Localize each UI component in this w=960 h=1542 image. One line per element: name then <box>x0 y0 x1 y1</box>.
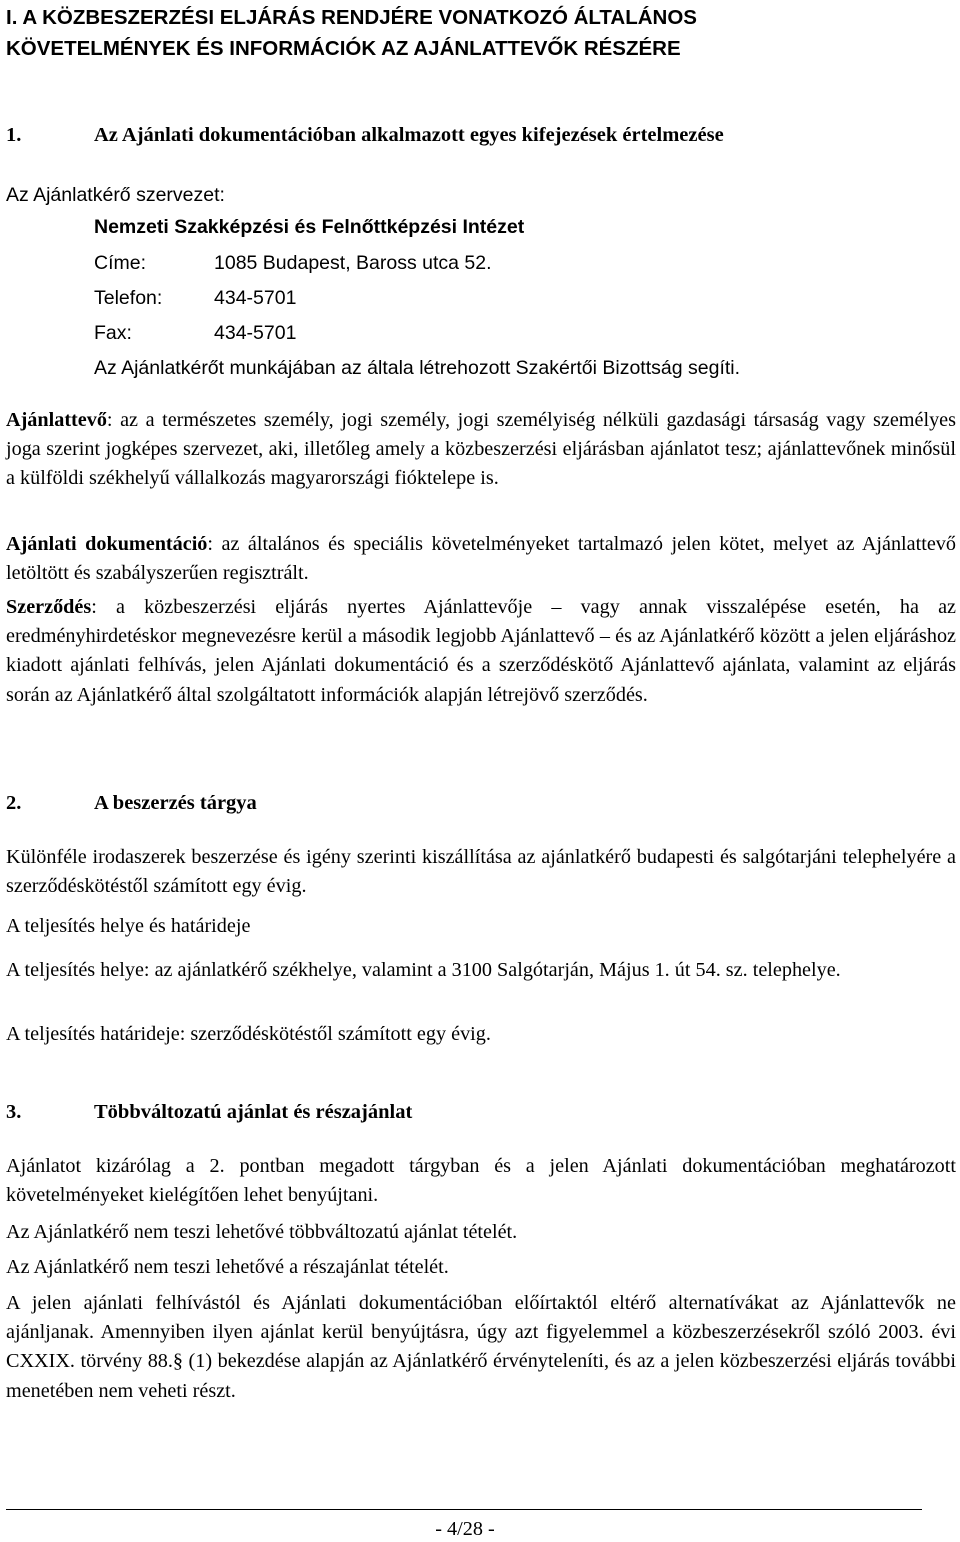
address-row <box>94 249 492 278</box>
section-3-number: 3. <box>6 1101 22 1123</box>
section-1-number: 1. <box>6 124 22 146</box>
section-2-paragraph-1: Különféle irodaszerek beszerzése és igény szerinti kiszállítása az ajánlatkérő budapesti és salgótarjáni telephelyére a szerződéskötéstől számított egy évig. <box>6 846 956 898</box>
definition-ajanlati-dokumentacio <box>6 530 956 588</box>
phone-row <box>94 284 296 313</box>
definition-text: : az általános és speciális követelményeket tartalmazó jelen kötet, melyet az Ajánlattevő letöltött és szabályszerűen regisztrált. <box>6 533 956 585</box>
section-3-paragraph-4: A jelen ajánlati felhívástól és Ajánlati dokumentációban előírtaktól eltérő alternatívákat az Ajánlattevők ne ajánljanak. Amennyiben ilyen ajánlat kerül benyújtásra, úgy azt figyelemmel a közbeszerzésekről szóló 2003. évi CXXIX. törvény 88.§ (1) bekezdése alapján az Ajánlatkérő érvényteleníti, és az a jelen közbeszerzési eljárás további menetében nem veheti részt. <box>6 1292 956 1402</box>
page-number: - 4/28 - <box>435 1518 495 1540</box>
address-value: 1085 Budapest, Baross utca 52. <box>214 252 492 274</box>
fax-label: Fax: <box>94 322 132 344</box>
section-2-title: A beszerzés tárgya <box>94 792 257 814</box>
address-label: Címe: <box>94 252 147 274</box>
definition-ajanlattevo <box>6 406 956 494</box>
section-2-paragraph-3: A teljesítés helye: az ajánlatkérő székhelye, valamint a 3100 Salgótarján, Május 1. út 54. sz. telephelye. <box>6 959 841 981</box>
definition-term: Ajánlati dokumentáció <box>6 533 208 555</box>
section-3-heading <box>6 1098 946 1127</box>
section-3-title: Többváltozatú ajánlat és részajánlat <box>94 1101 413 1123</box>
org-label: Az Ajánlatkérő szervezet: <box>6 184 225 206</box>
section-2-paragraph-4: A teljesítés határideje: szerződéskötéstől számított egy évig. <box>6 1023 491 1045</box>
footer-divider <box>6 1509 922 1510</box>
phone-value: 434-5701 <box>214 287 297 309</box>
definition-text: : az a természetes személy, jogi személy, jogi személyiség nélküli gazdasági társaság vagy személyes joga szerint jogképes szervezet, aki, illetőleg amely a közbeszerzési eljárásban ajánlatot tesz; ajánlattevőnek minősül a külföldi székhelyű vállalkozás magyarországi fióktelepe is. <box>6 409 956 490</box>
section-3-paragraph-3: Az Ajánlatkérő nem teszi lehetővé a részajánlat tételét. <box>6 1256 449 1278</box>
definition-text: : a közbeszerzési eljárás nyertes Ajánlattevője – vagy annak visszalépése esetén, ha az eredményhirdetéskor megnevezésre kerül a második legjobb Ajánlattevő – és az Ajánlatkérő között a jelen eljáráshoz kiadott ajánlati felhívás, jelen Ajánlati dokumentáció és a szerződéskötő Ajánlattevő ajánlata, valamint az eljárás során az Ajánlatkérő által szolgáltatott információk alapján létrejövő szerződés. <box>6 596 956 706</box>
document-heading <box>6 2 946 64</box>
section-3-paragraph-2: Az Ajánlatkérő nem teszi lehetővé többváltozatú ajánlat tételét. <box>6 1221 518 1243</box>
section-1-heading <box>6 121 946 150</box>
phone-label: Telefon: <box>94 287 163 309</box>
support-text: Az Ajánlatkérőt munkájában az általa létrehozott Szakértői Bizottság segíti. <box>94 357 741 379</box>
heading-line-2: KÖVETELMÉNYEK ÉS INFORMÁCIÓK AZ AJÁNLATTEVŐK RÉSZÉRE <box>6 37 681 60</box>
section-1-title: Az Ajánlati dokumentációban alkalmazott egyes kifejezések értelmezése <box>94 124 724 146</box>
fax-value: 434-5701 <box>214 322 297 344</box>
definition-szerzodes <box>6 593 956 710</box>
heading-line-1: I. A KÖZBESZERZÉSI ELJÁRÁS RENDJÉRE VONATKOZÓ ÁLTALÁNOS <box>6 6 697 29</box>
org-name: Nemzeti Szakképzési és Felnőttképzési Intézet <box>94 216 525 238</box>
definition-term: Szerződés <box>6 596 92 618</box>
definition-term: Ajánlattevő <box>6 409 107 431</box>
section-3-paragraph-1: Ajánlatot kizárólag a 2. pontban megadott tárgyban és a jelen Ajánlati dokumentációban meghatározott követelményeket kielégítően lehet benyújtani. <box>6 1155 956 1207</box>
section-2-number: 2. <box>6 792 22 814</box>
fax-row <box>94 319 296 348</box>
section-2-heading <box>6 789 946 818</box>
section-2-paragraph-2: A teljesítés helye és határideje <box>6 915 251 937</box>
